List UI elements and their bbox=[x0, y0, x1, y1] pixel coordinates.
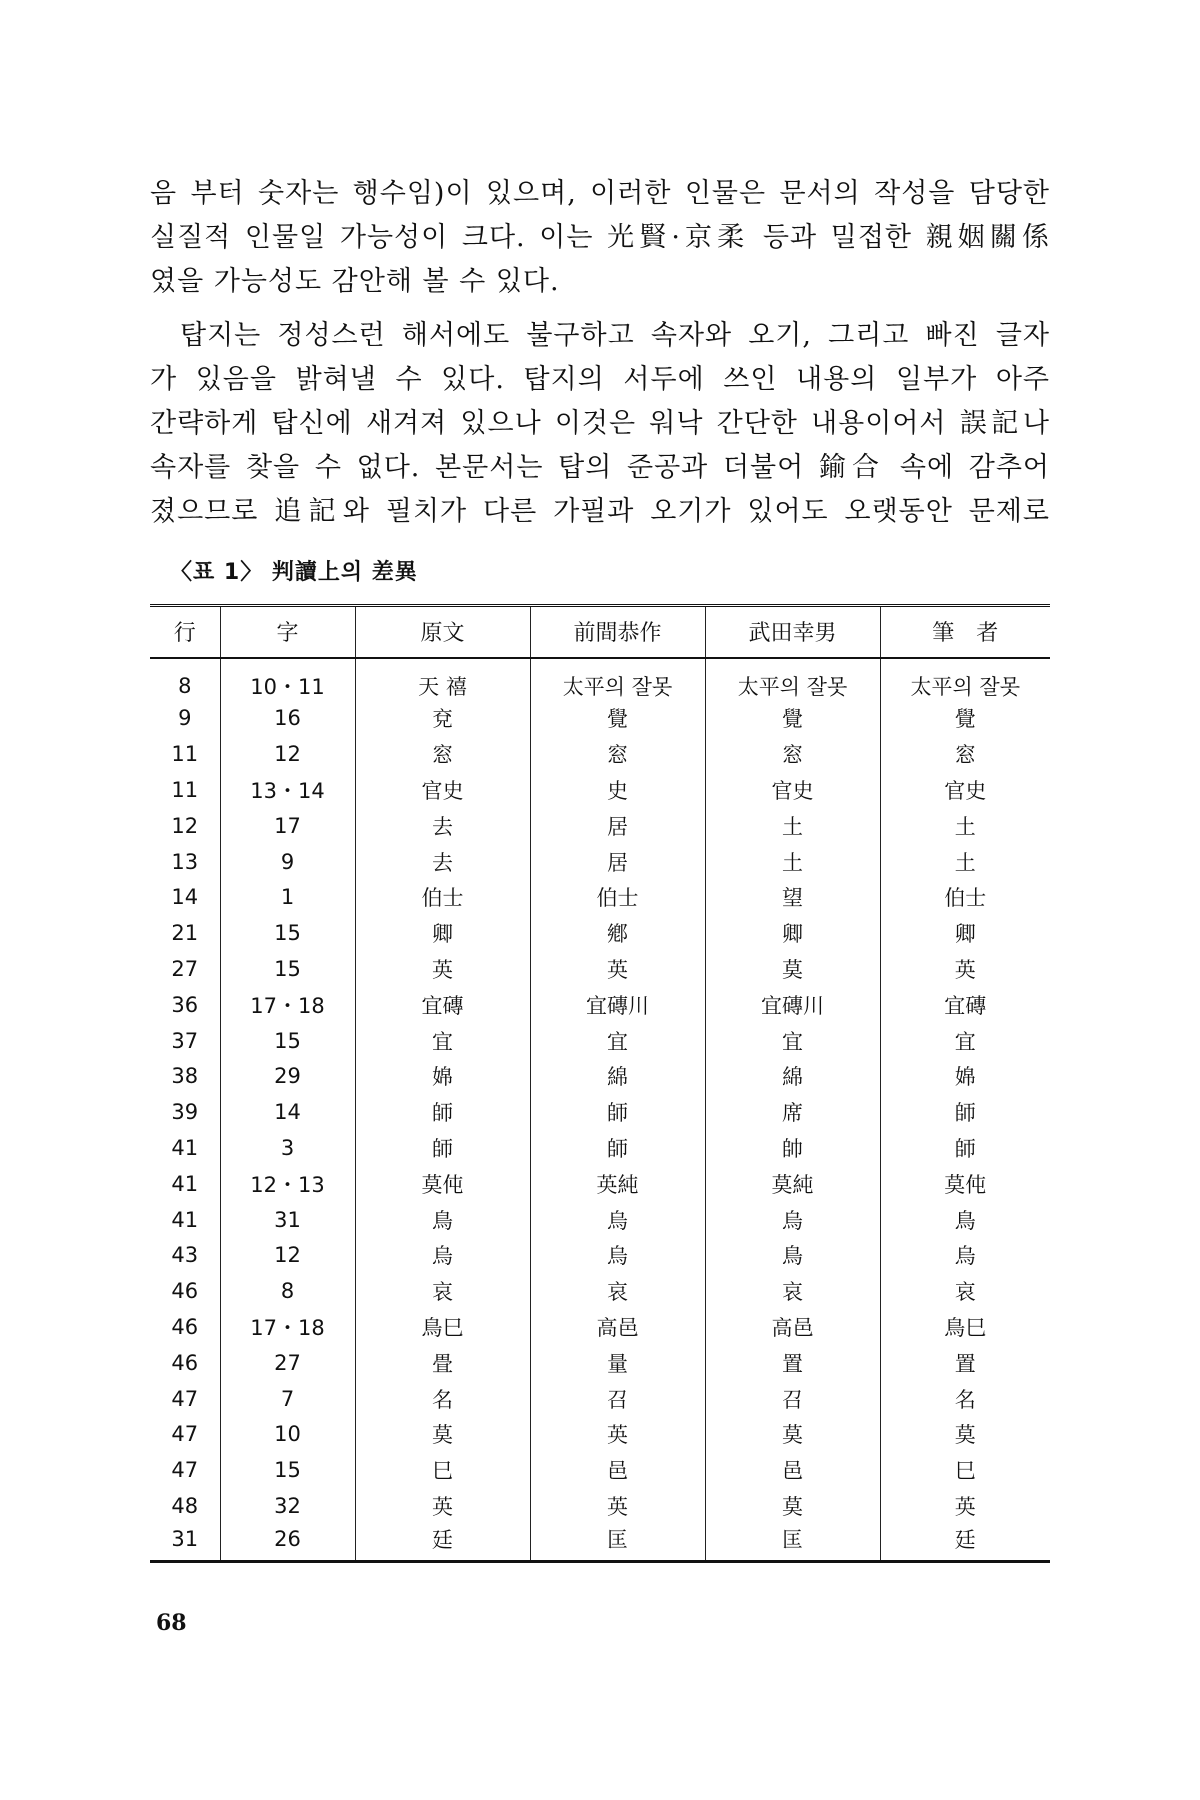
cell-maema: 宜 bbox=[530, 1023, 705, 1059]
cell-char: 16 bbox=[220, 701, 355, 737]
cell-takeda: 宜磚川 bbox=[705, 987, 880, 1023]
cell-original: 窓 bbox=[355, 736, 530, 772]
cell-author: 官史 bbox=[880, 772, 1050, 808]
cell-maema: 英 bbox=[530, 951, 705, 987]
cell-maema: 史 bbox=[530, 772, 705, 808]
paragraph-line: 탑지는 정성스런 해서에도 불구하고 속자와 오기, 그리고 빠진 글자 bbox=[180, 320, 1050, 351]
cell-maema: 高邑 bbox=[530, 1309, 705, 1345]
cell-char: 29 bbox=[220, 1058, 355, 1094]
cell-original: 兗 bbox=[355, 701, 530, 737]
cell-author: 英 bbox=[880, 951, 1050, 987]
header-author: 筆 者 bbox=[880, 606, 1050, 658]
table-row bbox=[150, 879, 1050, 915]
paragraph-line: 였을 가능성도 감안해 볼 수 있다. bbox=[150, 266, 560, 297]
cell-char: 7 bbox=[220, 1381, 355, 1417]
paragraph-line: 가 있음을 밝혀낼 수 있다. 탑지의 서두에 쓰인 내용의 일부가 아주 bbox=[150, 364, 1050, 395]
cell-takeda: 綿 bbox=[705, 1058, 880, 1094]
cell-author: 鳥巳 bbox=[880, 1309, 1050, 1345]
cell-takeda: 窓 bbox=[705, 736, 880, 772]
cell-author: 烏 bbox=[880, 1237, 1050, 1273]
cell-maema: 英 bbox=[530, 1416, 705, 1452]
cell-char: 14 bbox=[220, 1094, 355, 1130]
cell-maema: 烏 bbox=[530, 1202, 705, 1238]
paragraph-2 bbox=[150, 314, 1050, 534]
cell-original: 去 bbox=[355, 808, 530, 844]
cell-author: 太平의 잘못 bbox=[880, 658, 1050, 701]
cell-original: 英 bbox=[355, 951, 530, 987]
header-maema: 前間恭作 bbox=[530, 606, 705, 658]
cell-original: 伯士 bbox=[355, 879, 530, 915]
paragraph-line: 속자를 찾을 수 없다. 본문서는 탑의 준공과 더불어 鍮合 속에 감추어 bbox=[150, 452, 1050, 483]
cell-author: 莫 bbox=[880, 1416, 1050, 1452]
cell-author: 土 bbox=[880, 808, 1050, 844]
cell-maema: 哀 bbox=[530, 1273, 705, 1309]
cell-author: 婂 bbox=[880, 1058, 1050, 1094]
cell-original: 師 bbox=[355, 1094, 530, 1130]
cell-char: 15 bbox=[220, 951, 355, 987]
cell-takeda: 哀 bbox=[705, 1273, 880, 1309]
header-takeda: 武田幸男 bbox=[705, 606, 880, 658]
cell-line: 46 bbox=[171, 1350, 199, 1375]
cell-takeda: 太平의 잘못 bbox=[705, 658, 880, 701]
cell-maema: 居 bbox=[530, 808, 705, 844]
paragraph-line: 간략하게 탑신에 새겨져 있으나 이것은 워낙 간단한 내용이어서 誤記나 bbox=[150, 408, 1050, 439]
paragraph-line: 졌으므로 追記와 필치가 다른 가필과 오기가 있어도 오랫동안 문제로 bbox=[150, 496, 1050, 527]
cell-maema: 師 bbox=[530, 1130, 705, 1166]
cell-line: 21 bbox=[171, 921, 199, 946]
cell-author: 卿 bbox=[880, 915, 1050, 951]
cell-line: 39 bbox=[171, 1100, 199, 1125]
cell-takeda: 覺 bbox=[705, 701, 880, 737]
cell-line: 47 bbox=[171, 1458, 199, 1483]
cell-author: 名 bbox=[880, 1381, 1050, 1417]
cell-author: 英 bbox=[880, 1488, 1050, 1524]
table-row bbox=[150, 915, 1050, 951]
cell-original: 去 bbox=[355, 844, 530, 880]
cell-original: 畳 bbox=[355, 1345, 530, 1381]
table-row bbox=[150, 1023, 1050, 1059]
table-row bbox=[150, 1524, 1050, 1562]
cell-line: 14 bbox=[171, 885, 199, 910]
cell-takeda: 邑 bbox=[705, 1452, 880, 1488]
cell-original: 莫伅 bbox=[355, 1166, 530, 1202]
cell-line: 47 bbox=[171, 1386, 199, 1411]
cell-line: 46 bbox=[171, 1314, 199, 1339]
table-row bbox=[150, 844, 1050, 880]
cell-line: 8 bbox=[178, 673, 192, 698]
cell-author: 莫伅 bbox=[880, 1166, 1050, 1202]
cell-char: 17・18 bbox=[220, 987, 355, 1023]
cell-takeda: 鳥 bbox=[705, 1237, 880, 1273]
cell-line: 48 bbox=[171, 1493, 199, 1518]
cell-author: 覺 bbox=[880, 701, 1050, 737]
table-row bbox=[150, 1094, 1050, 1130]
cell-maema: 師 bbox=[530, 1094, 705, 1130]
cell-takeda: 帥 bbox=[705, 1130, 880, 1166]
cell-author: 巳 bbox=[880, 1452, 1050, 1488]
table-row bbox=[150, 701, 1050, 737]
cell-char: 12 bbox=[220, 736, 355, 772]
cell-takeda: 官史 bbox=[705, 772, 880, 808]
cell-original: 師 bbox=[355, 1130, 530, 1166]
cell-line: 43 bbox=[171, 1243, 199, 1268]
cell-original: 哀 bbox=[355, 1273, 530, 1309]
cell-line: 31 bbox=[150, 1524, 220, 1562]
cell-takeda: 莫 bbox=[705, 951, 880, 987]
cell-maema: 鄕 bbox=[530, 915, 705, 951]
cell-takeda: 烏 bbox=[705, 1202, 880, 1238]
reading-differences-table bbox=[150, 604, 1050, 1563]
paragraph-1 bbox=[150, 172, 1050, 304]
cell-char: 12・13 bbox=[220, 1166, 355, 1202]
cell-line: 37 bbox=[171, 1028, 199, 1053]
cell-char: 9 bbox=[220, 844, 355, 880]
cell-maema: 宜磚川 bbox=[530, 987, 705, 1023]
cell-original: 莫 bbox=[355, 1416, 530, 1452]
cell-line: 41 bbox=[171, 1135, 199, 1160]
cell-takeda: 高邑 bbox=[705, 1309, 880, 1345]
cell-original: 英 bbox=[355, 1488, 530, 1524]
cell-takeda: 土 bbox=[705, 844, 880, 880]
cell-char: 8 bbox=[220, 1273, 355, 1309]
table-row bbox=[150, 1381, 1050, 1417]
cell-line: 46 bbox=[171, 1279, 199, 1304]
cell-char: 31 bbox=[220, 1202, 355, 1238]
cell-char: 32 bbox=[220, 1488, 355, 1524]
cell-original: 天 禧 bbox=[355, 658, 530, 701]
cell-author: 窓 bbox=[880, 736, 1050, 772]
page-number: 68 bbox=[156, 1610, 187, 1636]
cell-takeda: 土 bbox=[705, 808, 880, 844]
cell-original: 巳 bbox=[355, 1452, 530, 1488]
cell-takeda: 宜 bbox=[705, 1023, 880, 1059]
header-char: 字 bbox=[220, 606, 355, 658]
cell-maema: 英 bbox=[530, 1488, 705, 1524]
table-row bbox=[150, 1166, 1050, 1202]
cell-line: 11 bbox=[171, 777, 199, 802]
cell-char: 10・11 bbox=[220, 658, 355, 701]
cell-author: 置 bbox=[880, 1345, 1050, 1381]
cell-line: 38 bbox=[171, 1064, 199, 1089]
cell-original: 官史 bbox=[355, 772, 530, 808]
table-row bbox=[150, 1345, 1050, 1381]
cell-takeda: 匡 bbox=[705, 1524, 880, 1562]
cell-original: 婂 bbox=[355, 1058, 530, 1094]
cell-maema: 伯士 bbox=[530, 879, 705, 915]
cell-maema: 窓 bbox=[530, 736, 705, 772]
cell-line: 41 bbox=[171, 1171, 199, 1196]
cell-takeda: 莫 bbox=[705, 1488, 880, 1524]
cell-line: 9 bbox=[178, 706, 192, 731]
cell-original: 鳥巳 bbox=[355, 1309, 530, 1345]
table-row bbox=[150, 772, 1050, 808]
cell-original: 烏 bbox=[355, 1237, 530, 1273]
cell-line: 12 bbox=[171, 813, 199, 838]
cell-char: 17・18 bbox=[220, 1309, 355, 1345]
cell-line: 13 bbox=[171, 849, 199, 874]
cell-takeda: 置 bbox=[705, 1345, 880, 1381]
cell-takeda: 召 bbox=[705, 1381, 880, 1417]
table-row bbox=[150, 1237, 1050, 1273]
cell-char: 17 bbox=[220, 808, 355, 844]
cell-line: 36 bbox=[171, 992, 199, 1017]
cell-original: 卿 bbox=[355, 915, 530, 951]
cell-author: 土 bbox=[880, 844, 1050, 880]
table-row bbox=[150, 1309, 1050, 1345]
table-header-row bbox=[150, 606, 1050, 658]
table-row bbox=[150, 1452, 1050, 1488]
cell-maema: 匡 bbox=[530, 1524, 705, 1562]
table-row bbox=[150, 1416, 1050, 1452]
paragraph-line: 실질적 인물일 가능성이 크다. 이는 光賢·京柔 등과 밀접한 親姻關係 bbox=[150, 222, 1050, 253]
cell-line: 11 bbox=[171, 742, 199, 767]
cell-takeda: 莫 bbox=[705, 1416, 880, 1452]
cell-takeda: 席 bbox=[705, 1094, 880, 1130]
table-row bbox=[150, 987, 1050, 1023]
cell-maema: 居 bbox=[530, 844, 705, 880]
cell-char: 15 bbox=[220, 915, 355, 951]
cell-maema: 邑 bbox=[530, 1452, 705, 1488]
cell-char: 12 bbox=[220, 1237, 355, 1273]
cell-line: 41 bbox=[171, 1207, 199, 1232]
table-row bbox=[150, 1488, 1050, 1524]
cell-original: 鳥 bbox=[355, 1202, 530, 1238]
table-row bbox=[150, 951, 1050, 987]
table-row bbox=[150, 1202, 1050, 1238]
cell-char: 1 bbox=[220, 879, 355, 915]
table-row bbox=[150, 1273, 1050, 1309]
cell-author: 哀 bbox=[880, 1273, 1050, 1309]
cell-maema: 量 bbox=[530, 1345, 705, 1381]
cell-takeda: 望 bbox=[705, 879, 880, 915]
cell-maema: 綿 bbox=[530, 1058, 705, 1094]
header-line: 行 bbox=[150, 606, 220, 658]
cell-maema: 覺 bbox=[530, 701, 705, 737]
cell-original: 廷 bbox=[355, 1524, 530, 1562]
cell-char: 15 bbox=[220, 1452, 355, 1488]
cell-author: 宜磚 bbox=[880, 987, 1050, 1023]
table-caption: 〈표 1〉 判讀上의 差異 bbox=[170, 560, 418, 585]
cell-original: 宜磚 bbox=[355, 987, 530, 1023]
cell-char: 13・14 bbox=[220, 772, 355, 808]
table-row bbox=[150, 1130, 1050, 1166]
cell-author: 鳥 bbox=[880, 1202, 1050, 1238]
cell-author: 伯士 bbox=[880, 879, 1050, 915]
cell-char: 3 bbox=[220, 1130, 355, 1166]
cell-maema: 烏 bbox=[530, 1237, 705, 1273]
cell-char: 26 bbox=[220, 1524, 355, 1562]
cell-author: 廷 bbox=[880, 1524, 1050, 1562]
cell-char: 10 bbox=[220, 1416, 355, 1452]
cell-line: 47 bbox=[171, 1422, 199, 1447]
paragraph-line: 음 부터 숫자는 행수임)이 있으며, 이러한 인물은 문서의 작성을 담당한 bbox=[150, 178, 1050, 209]
cell-original: 宜 bbox=[355, 1023, 530, 1059]
table-row bbox=[150, 1058, 1050, 1094]
table-row bbox=[150, 736, 1050, 772]
cell-line: 27 bbox=[171, 956, 199, 981]
table-row bbox=[150, 808, 1050, 844]
cell-author: 宜 bbox=[880, 1023, 1050, 1059]
cell-maema: 英純 bbox=[530, 1166, 705, 1202]
cell-maema: 太平의 잘못 bbox=[530, 658, 705, 701]
cell-author: 師 bbox=[880, 1130, 1050, 1166]
cell-original: 名 bbox=[355, 1381, 530, 1417]
cell-maema: 召 bbox=[530, 1381, 705, 1417]
cell-char: 15 bbox=[220, 1023, 355, 1059]
cell-takeda: 莫純 bbox=[705, 1166, 880, 1202]
table-row bbox=[150, 658, 1050, 701]
cell-char: 27 bbox=[220, 1345, 355, 1381]
cell-author: 師 bbox=[880, 1094, 1050, 1130]
cell-takeda: 卿 bbox=[705, 915, 880, 951]
header-original: 原文 bbox=[355, 606, 530, 658]
